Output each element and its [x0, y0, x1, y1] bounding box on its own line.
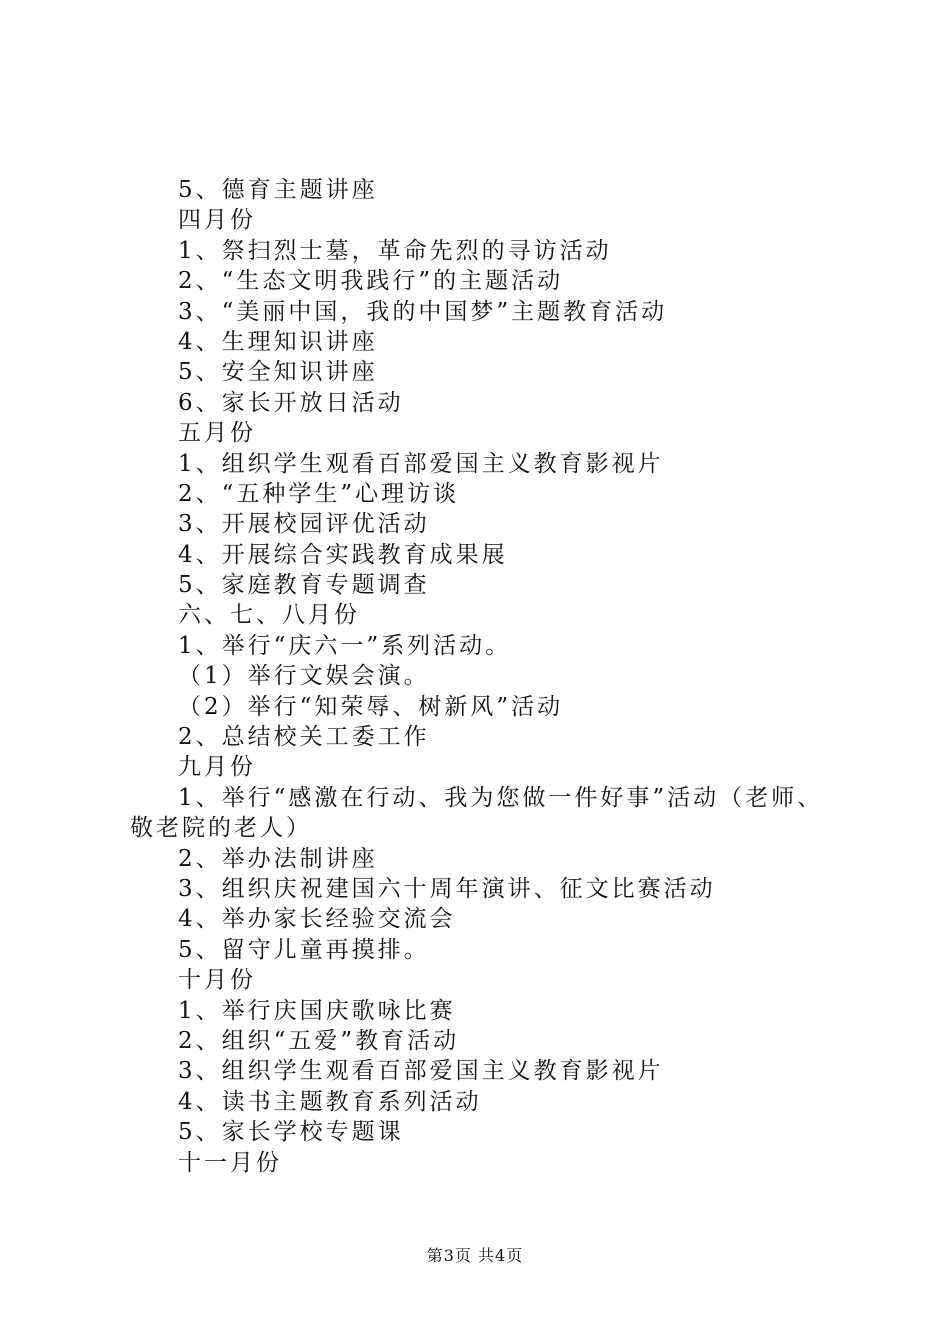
list-item: 3、组织庆祝建国六十周年演讲、征文比赛活动	[178, 875, 716, 902]
list-item: 1、祭扫烈士墓，革命先烈的寻访活动	[178, 237, 612, 264]
list-item: 2、“生态文明我践行”的主题活动	[178, 268, 564, 295]
list-item: 2、总结校关工委工作	[178, 724, 430, 751]
list-item: 6、家长开放日活动	[178, 389, 404, 416]
page-number-footer: 第3页 共4页	[426, 1246, 524, 1265]
list-item: 2、举办法制讲座	[178, 845, 378, 872]
list-subitem: （1）举行文娱会演。	[178, 663, 430, 690]
list-item: 1、举行庆国庆歌咏比赛	[178, 997, 456, 1024]
list-item: 4、开展综合实践教育成果展	[178, 541, 508, 568]
list-item: 2、组织“五爱”教育活动	[178, 1027, 460, 1054]
list-item: 5、家长学校专题课	[178, 1119, 404, 1146]
list-item-continuation: 敬老院的老人）	[130, 815, 312, 842]
document-body	[130, 175, 830, 1178]
list-item: 4、生理知识讲座	[178, 328, 378, 355]
list-item: 4、读书主题教育系列活动	[178, 1088, 482, 1115]
list-item: 1、举行“感激在行动、我为您做一件好事”活动（老师、	[178, 784, 824, 811]
list-item: 5、安全知识讲座	[178, 359, 378, 386]
list-item: 5、留守儿童再摸排。	[178, 936, 430, 963]
section-heading-april: 四月份	[178, 207, 256, 234]
list-item: 5、德育主题讲座	[178, 177, 378, 203]
section-heading-october: 十月份	[178, 967, 256, 994]
list-item: 2、“五种学生”心理访谈	[178, 480, 460, 507]
section-heading-june-august: 六、七、八月份	[178, 602, 360, 629]
list-item: 3、组织学生观看百部爱国主义教育影视片	[178, 1058, 664, 1085]
list-item: 5、家庭教育专题调查	[178, 572, 430, 599]
list-item: 4、举办家长经验交流会	[178, 906, 456, 933]
section-heading-november: 十一月份	[178, 1149, 282, 1176]
section-heading-may: 五月份	[178, 420, 256, 447]
section-heading-september: 九月份	[178, 754, 256, 781]
list-item: 3、“美丽中国，我的中国梦”主题教育活动	[178, 298, 668, 325]
list-item: 3、开展校园评优活动	[178, 511, 430, 538]
list-subitem: （2）举行“知荣辱、树新风”活动	[178, 693, 564, 720]
list-item: 1、举行“庆六一”系列活动。	[178, 632, 512, 659]
list-item: 1、组织学生观看百部爱国主义教育影视片	[178, 450, 664, 477]
